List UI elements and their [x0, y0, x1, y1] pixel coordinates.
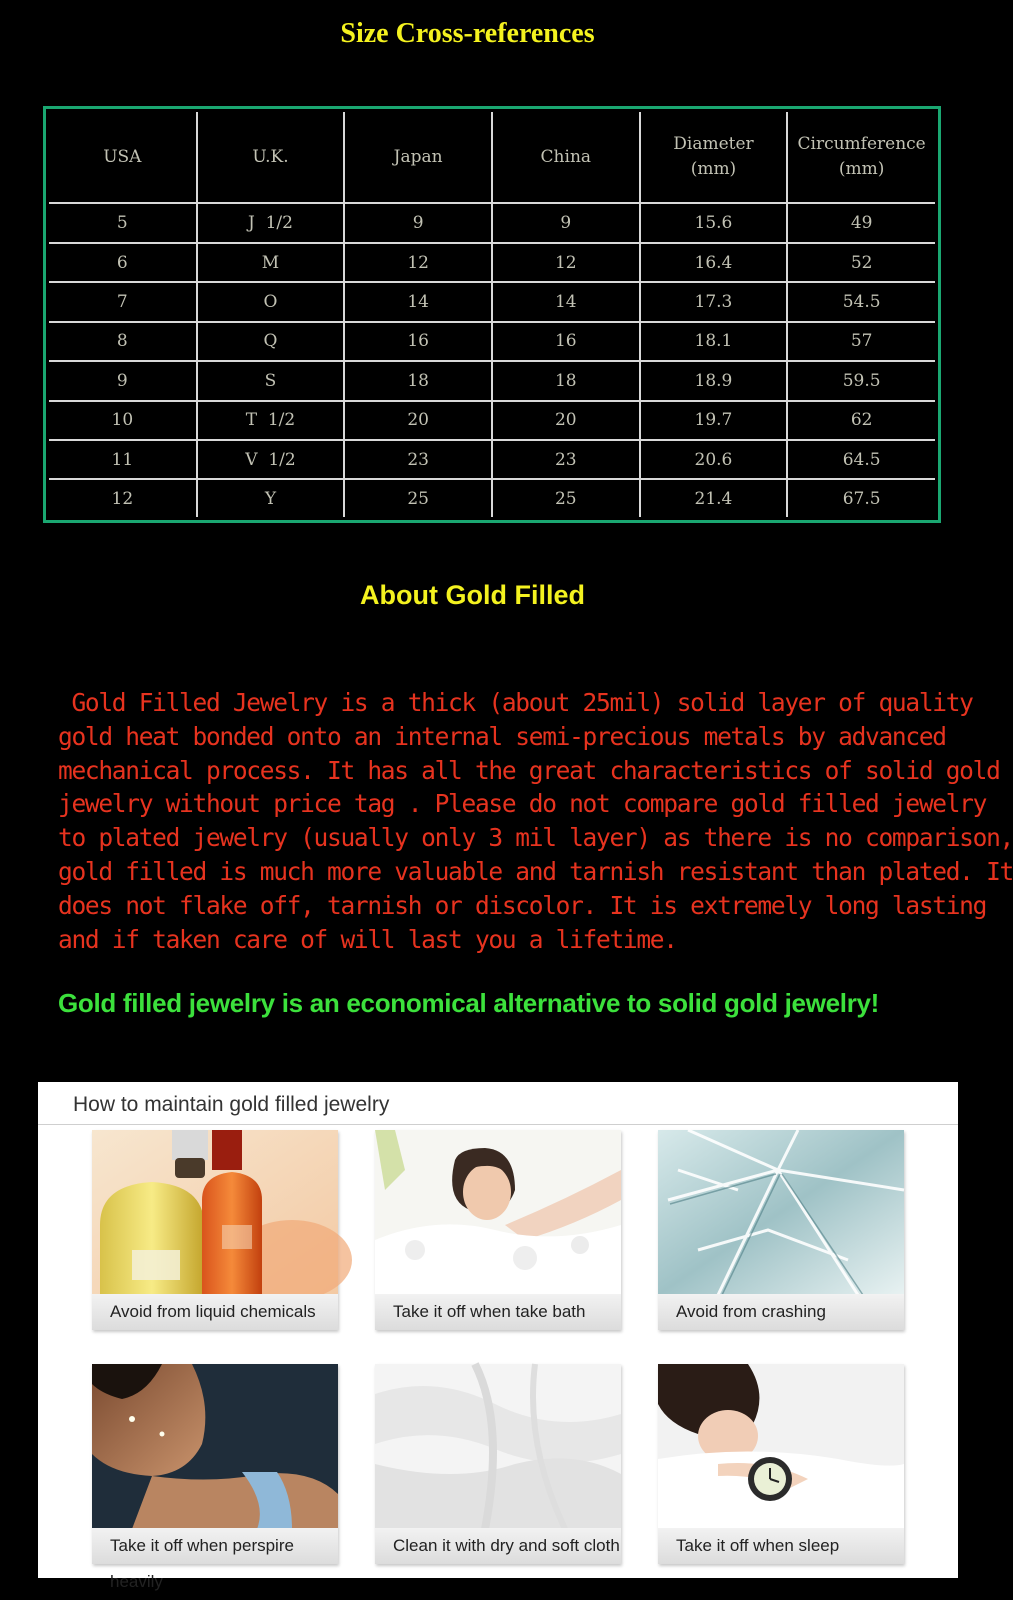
- care-card-perspire: [92, 1364, 338, 1591]
- header-circumference: Circumference (mm): [787, 112, 935, 203]
- cell-circumference: 59.5: [787, 361, 935, 400]
- cell-circumference: 49: [787, 203, 935, 242]
- cell-japan: 18: [344, 361, 492, 400]
- cell-japan: 12: [344, 243, 492, 282]
- cell-usa: 6: [49, 243, 197, 282]
- table-row: [49, 479, 935, 517]
- cell-uk: O: [197, 282, 345, 321]
- cell-japan: 23: [344, 440, 492, 479]
- cell-circumference: 62: [787, 401, 935, 440]
- cell-uk: V 1/2: [197, 440, 345, 479]
- table-row: [49, 401, 935, 440]
- cell-china: 25: [492, 479, 640, 517]
- tagline: Gold filled jewelry is an economical alternative to solid gold jewelry!: [58, 988, 880, 1018]
- liquid-chemicals-photo: [92, 1130, 338, 1295]
- table-row: [49, 322, 935, 361]
- about-line: jewelry without price tag . Please do not compare gold filled jewelry: [58, 789, 987, 819]
- about-line: Gold Filled Jewelry is a thick (about 25mil) solid layer of quality: [58, 688, 973, 717]
- care-caption: Take it off when perspire heavily: [92, 1528, 338, 1564]
- about-line: does not flake off, tarnish or discolor. It is extremely long lasting: [58, 890, 987, 920]
- about-paragraph: [58, 686, 1013, 956]
- cell-china: 20: [492, 401, 640, 440]
- cell-usa: 7: [49, 282, 197, 321]
- cell-circumference: 54.5: [787, 282, 935, 321]
- care-caption: Take it off when take bath: [375, 1294, 621, 1330]
- cell-uk: J 1/2: [197, 203, 345, 242]
- header-japan: Japan: [344, 112, 492, 203]
- cell-china: 14: [492, 282, 640, 321]
- cell-uk: Q: [197, 322, 345, 361]
- cell-usa: 5: [49, 203, 197, 242]
- cell-usa: 8: [49, 322, 197, 361]
- cell-diameter: 15.6: [640, 203, 788, 242]
- header-china: China: [492, 112, 640, 203]
- cell-diameter: 19.7: [640, 401, 788, 440]
- care-heading: How to maintain gold filled jewelry: [73, 1093, 390, 1116]
- perspire-photo: [92, 1364, 338, 1529]
- about-line: mechanical process. It has all the great characteristics of solid gold: [58, 755, 1000, 785]
- cell-usa: 9: [49, 361, 197, 400]
- care-card-liquid-chemicals: [92, 1130, 338, 1330]
- table-row: [49, 243, 935, 282]
- care-caption: Avoid from liquid chemicals: [92, 1294, 338, 1330]
- cell-china: 23: [492, 440, 640, 479]
- header-diameter: Diameter (mm): [640, 112, 788, 203]
- cell-diameter: 17.3: [640, 282, 788, 321]
- cracked-glass-photo: [658, 1130, 904, 1295]
- care-card-sleep: [658, 1364, 904, 1564]
- care-card-bath: [375, 1130, 621, 1330]
- table-row: [49, 282, 935, 321]
- heading-divider: [38, 1124, 958, 1125]
- care-caption: Avoid from crashing: [658, 1294, 904, 1330]
- header-uk: U.K.: [197, 112, 345, 203]
- table-row: [49, 361, 935, 400]
- about-line: to plated jewelry (usually only 3 mil layer) as there is no comparison,: [58, 823, 1013, 853]
- size-cross-references-title: Size Cross-references: [340, 18, 595, 49]
- cloth-photo: [375, 1364, 621, 1529]
- cell-uk: S: [197, 361, 345, 400]
- cell-diameter: 18.1: [640, 322, 788, 361]
- sleep-photo: [658, 1364, 904, 1529]
- header-usa: USA: [49, 112, 197, 203]
- table-row: [49, 203, 935, 242]
- cell-diameter: 18.9: [640, 361, 788, 400]
- cell-japan: 20: [344, 401, 492, 440]
- table-header-row: [49, 112, 935, 203]
- cell-china: 9: [492, 203, 640, 242]
- cell-uk: Y: [197, 479, 345, 517]
- cell-usa: 11: [49, 440, 197, 479]
- cell-circumference: 67.5: [787, 479, 935, 517]
- cell-japan: 25: [344, 479, 492, 517]
- about-line: gold filled is much more valuable and tarnish resistant than plated. It: [58, 856, 1013, 886]
- care-caption: Take it off when sleep: [658, 1528, 904, 1564]
- cell-japan: 14: [344, 282, 492, 321]
- care-card-cloth: [375, 1364, 621, 1564]
- about-line: and if taken care of will last you a lifetime.: [58, 924, 677, 954]
- care-panel: [38, 1082, 958, 1591]
- cell-usa: 12: [49, 479, 197, 517]
- cell-diameter: 20.6: [640, 440, 788, 479]
- care-card-crashing: [658, 1130, 904, 1330]
- cell-uk: M: [197, 243, 345, 282]
- cell-circumference: 64.5: [787, 440, 935, 479]
- about-gold-filled-title: About Gold Filled: [360, 580, 585, 610]
- table-row: [49, 440, 935, 479]
- cell-circumference: 52: [787, 243, 935, 282]
- cell-uk: T 1/2: [197, 401, 345, 440]
- cell-circumference: 57: [787, 322, 935, 361]
- cell-china: 16: [492, 322, 640, 361]
- cell-japan: 9: [344, 203, 492, 242]
- care-caption: Clean it with dry and soft cloth: [375, 1528, 621, 1564]
- size-table: [43, 106, 941, 523]
- cell-china: 18: [492, 361, 640, 400]
- about-line: gold heat bonded onto an internal semi-precious metals by advanced: [58, 721, 946, 751]
- cell-diameter: 21.4: [640, 479, 788, 517]
- cell-japan: 16: [344, 322, 492, 361]
- bath-photo: [375, 1130, 621, 1295]
- cell-usa: 10: [49, 401, 197, 440]
- cell-diameter: 16.4: [640, 243, 788, 282]
- cell-china: 12: [492, 243, 640, 282]
